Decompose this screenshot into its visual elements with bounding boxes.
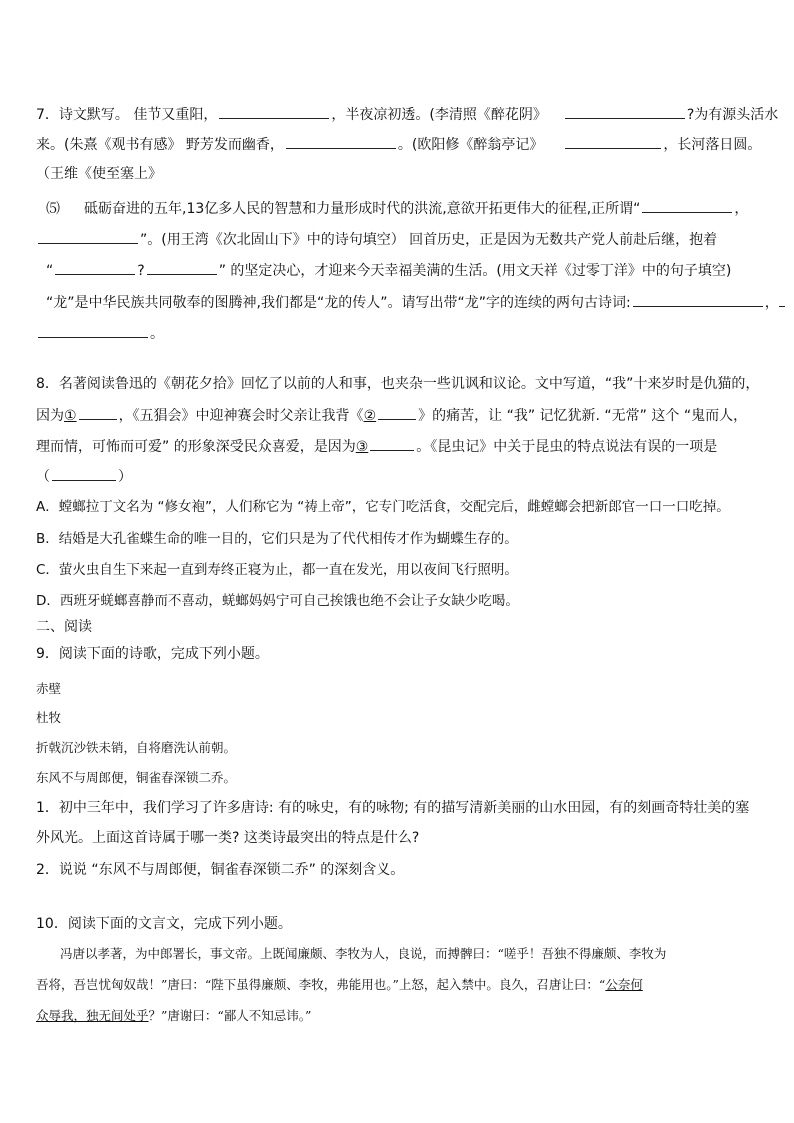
option-b[interactable]: B．结婚是大孔雀蝶生命的唯一目的，它们只是为了代代相传才作为蝴蝶生存的。 [36, 531, 518, 547]
answer-blank[interactable] [565, 104, 685, 119]
option-d[interactable]: D．西班牙蜣螂喜静而不喜动，蜣螂妈妈宁可自己挨饿也绝不会让子女缺少吃喝。 [36, 593, 519, 609]
answer-blank[interactable] [378, 405, 416, 420]
poem-author: 杜牧 [36, 710, 62, 725]
q10-text-2: 吾将，吾岂忧匈奴哉！”唐曰：“陛下虽得廉颇、李牧，弗能用也。”上怒，起入禁中。良久，召唐让曰：“公奈何 [36, 977, 643, 992]
answer-blank[interactable] [565, 134, 661, 149]
poem-title: 赤壁 [36, 681, 62, 696]
poem-line-1: 折戟沉沙铁未销，自将磨洗认前朝。 [36, 740, 237, 755]
q7-line-3: （王维《使至塞上》 [36, 166, 162, 182]
q7-line-5: ”。(用王湾《次北固山下》中的诗句填空） 回首历史，正是因为无数共产党人前赴后继，抱着 [36, 229, 717, 250]
q7-line-4: ⑸ 砥砺奋进的五年,13亿多人民的智慧和力量形成时代的洪流,意欲开拓更伟大的征程,正所谓“ ， [46, 198, 748, 219]
poem-line-2: 东风不与周郎便，铜雀春深锁二乔。 [36, 770, 237, 785]
q10-text-1: 冯唐以孝著，为中郎署长，事文帝。上既闻廉颇、李牧为人，良说，而搏髀曰：“嗟乎！吾独不得廉颇、李牧为 [60, 946, 667, 961]
q10-text-3: 众辱我，独无间处乎？”唐谢曰：“鄙人不知忌讳。” [36, 1008, 312, 1023]
q7-line-1: 7．诗文默写。 佳节又重阳， ，半夜凉初透。(李清照《醉花阴》 ?为有源头活水 [36, 104, 778, 125]
q7-line-7: “龙”是中华民族共同敬奉的图腾神,我们都是“龙的传人”。请写出带“龙”字的连续的两句古诗词: ， [46, 292, 785, 313]
q9-title: 9．阅读下面的诗歌，完成下列小题。 [36, 646, 269, 662]
answer-blank[interactable] [286, 134, 396, 149]
q8-line-1: 8．名著阅读鲁迅的《朝花夕拾》回忆了以前的人和事，也夹杂一些讥讽和议论。文中写道，“我”十来岁时是仇猫的， [36, 376, 760, 392]
answer-blank[interactable] [219, 104, 329, 119]
answer-blank[interactable] [55, 260, 135, 275]
q7-line-6: “ ? ” 的坚定决心，才迎来今天幸福美满的生活。(用文天祥《过零丁洋》中的句子填空) [46, 260, 731, 281]
section-heading: 二、阅读 [36, 619, 92, 635]
answer-blank[interactable] [642, 198, 732, 213]
answer-blank[interactable] [38, 229, 138, 244]
q9-sub-1-cont: 外风光。上面这首诗属于哪一类? 这类诗最突出的特点是什么? [36, 830, 420, 846]
answer-blank[interactable] [38, 323, 148, 338]
option-c[interactable]: C．萤火虫自生下来起一直到寿终正寝为止，都一直在发光，用以夜间飞行照明。 [36, 562, 518, 578]
q7-intro: 7．诗文默写。 佳节又重阳， [36, 107, 218, 123]
answer-blank[interactable] [52, 466, 116, 481]
q7-line-2: 来。(朱熹《观书有感》 野芳发而幽香， 。(欧阳修《醉翁亭记》 ，长河落日圆。 [36, 134, 761, 155]
q9-sub-1: 1．初中三年中，我们学习了许多唐诗: 有的咏史，有的咏物; 有的描写清新美丽的山水田园，有的刻画奇特壮美的塞 [36, 800, 750, 816]
q8-line-4: （ ） [36, 466, 132, 487]
answer-blank[interactable] [370, 436, 414, 451]
q9-sub-2: 2．说说 “东风不与周郎便，铜雀春深锁二乔” 的深刻含义。 [36, 862, 405, 878]
q10-title: 10．阅读下面的文言文，完成下列小题。 [36, 916, 292, 932]
q8-line-2: 因为① ，《五猖会》中迎神赛会时父亲让我背《② 》的痛苦，让 “我” 记忆犹新. “无常” 这个 “鬼而人， [36, 405, 747, 426]
answer-blank[interactable] [633, 292, 763, 307]
option-a[interactable]: A．螳螂拉丁文名为 “修女袍”，人们称它为 “祷上帝”，它专门吃活食，交配完后，雌螳螂会把新郎官一口一口吃掉。 [36, 499, 730, 515]
answer-blank[interactable] [147, 260, 217, 275]
item-number: ⑸ [46, 201, 60, 217]
answer-blank[interactable] [79, 405, 117, 420]
q7-line-8: 。 [36, 323, 164, 344]
q8-line-3: 理而情，可怖而可爱” 的形象深受民众喜爱，是因为③ 。《昆虫记》中关于昆虫的特点说法有误的一项是 [36, 436, 717, 457]
